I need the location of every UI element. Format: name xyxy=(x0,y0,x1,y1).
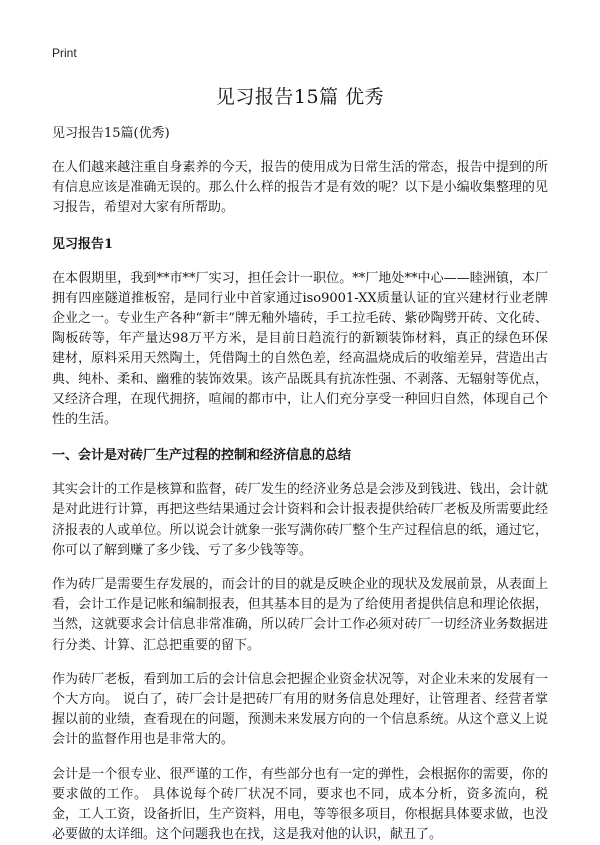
intro-paragraph: 在人们越来越注重自身素养的今天，报告的使用成为日常生活的常态，报告中提到的所有信息应该是准确无误的。那么什么样的报告才是有效的呢？以下是小编收集整理的见习报告，希望对大家有所帮助。 xyxy=(52,160,548,216)
report-1-paragraph: 在本假期里，我到**市**厂实习，担任会计一职位。**厂地处**中心——睦洲镇，本厂拥有四座隧道推板窑，是同行业中首家通过iso9001-XX质量认证的宜兴建材行业老牌企业之一。专业生产各种“新丰”牌无釉外墙砖，手工拉毛砖、紫砂陶劈开砖、文化砖、陶板砖等，年产量达98万平方米，是目前日趋流行的新颖装饰材料，真正的绿色环保建材，原料采用天然陶土，凭借陶土的自然色差，经高温烧成后的收缩差异，营造出古典、纯朴、柔和、幽雅的装饰效果。该产品既具有抗冻性强、不剥落、无辐射等优点，又经济合理，在现代拥挤，喧闹的都市中，让人们充分享受一种回归自然，体现自己个性的生活。 xyxy=(52,270,548,428)
document-subtitle: 见习报告15篇(优秀) xyxy=(52,126,170,141)
section-heading-accounting: 一、会计是对砖厂生产过程的控制和经济信息的总结 xyxy=(52,448,352,464)
accounting-paragraph-3: 作为砖厂老板，看到加工后的会计信息会把握企业资金状况等，对企业未来的发展有一个大方向。 说白了，砖厂会计是把砖厂有用的财务信息处理好，让管理者、经营者掌握以前的业绩，查看现在的问题，预测未来发展方向的一个信息系统。从这个意义上说会计的监督作用也是非常大的。 xyxy=(52,671,548,748)
accounting-paragraph-2: 作为砖厂是需要生存发展的，而会计的目的就是反映企业的现状及发展前景，从表面上看，会计工作是记帐和编制报表，但其基本目的是为了给使用者提供信息和理论依据，当然，这就要求会计信息非常准确，所以砖厂会计工作必须对砖厂一切经济业务数据进行分类、计算、汇总把重要的留下。 xyxy=(52,577,548,653)
accounting-paragraph-1: 其实会计的工作是核算和监督，砖厂发生的经济业务总是会涉及到钱进、钱出，会计就是对此进行计算，再把这些结果通过会计资料和会计报表提供给砖厂老板及所需要此经济报表的人或单位。所以说会计就象一张写满你砖厂整个生产过程信息的纸，通过它，你可以了解到赚了多少钱、亏了多少钱等等。 xyxy=(52,482,548,558)
print-link[interactable]: Print xyxy=(52,46,77,60)
accounting-paragraph-4: 会计是一个很专业、很严谨的工作，有些部分也有一定的弹性，会根据你的需要，你的要求做的工作。 具体说每个砖厂状况不同，要求也不同，成本分析，资多流向，税金，工人工资，设备折旧，生产资料，用电，等等很多项目，你根据具体要求做，也没必要做的太详细。这个问题我也在找，这是我对他的认识，献丑了。 xyxy=(52,766,548,843)
section-heading-report-1: 见习报告1 xyxy=(52,236,114,252)
document-title: 见习报告15篇 优秀 xyxy=(215,86,385,108)
